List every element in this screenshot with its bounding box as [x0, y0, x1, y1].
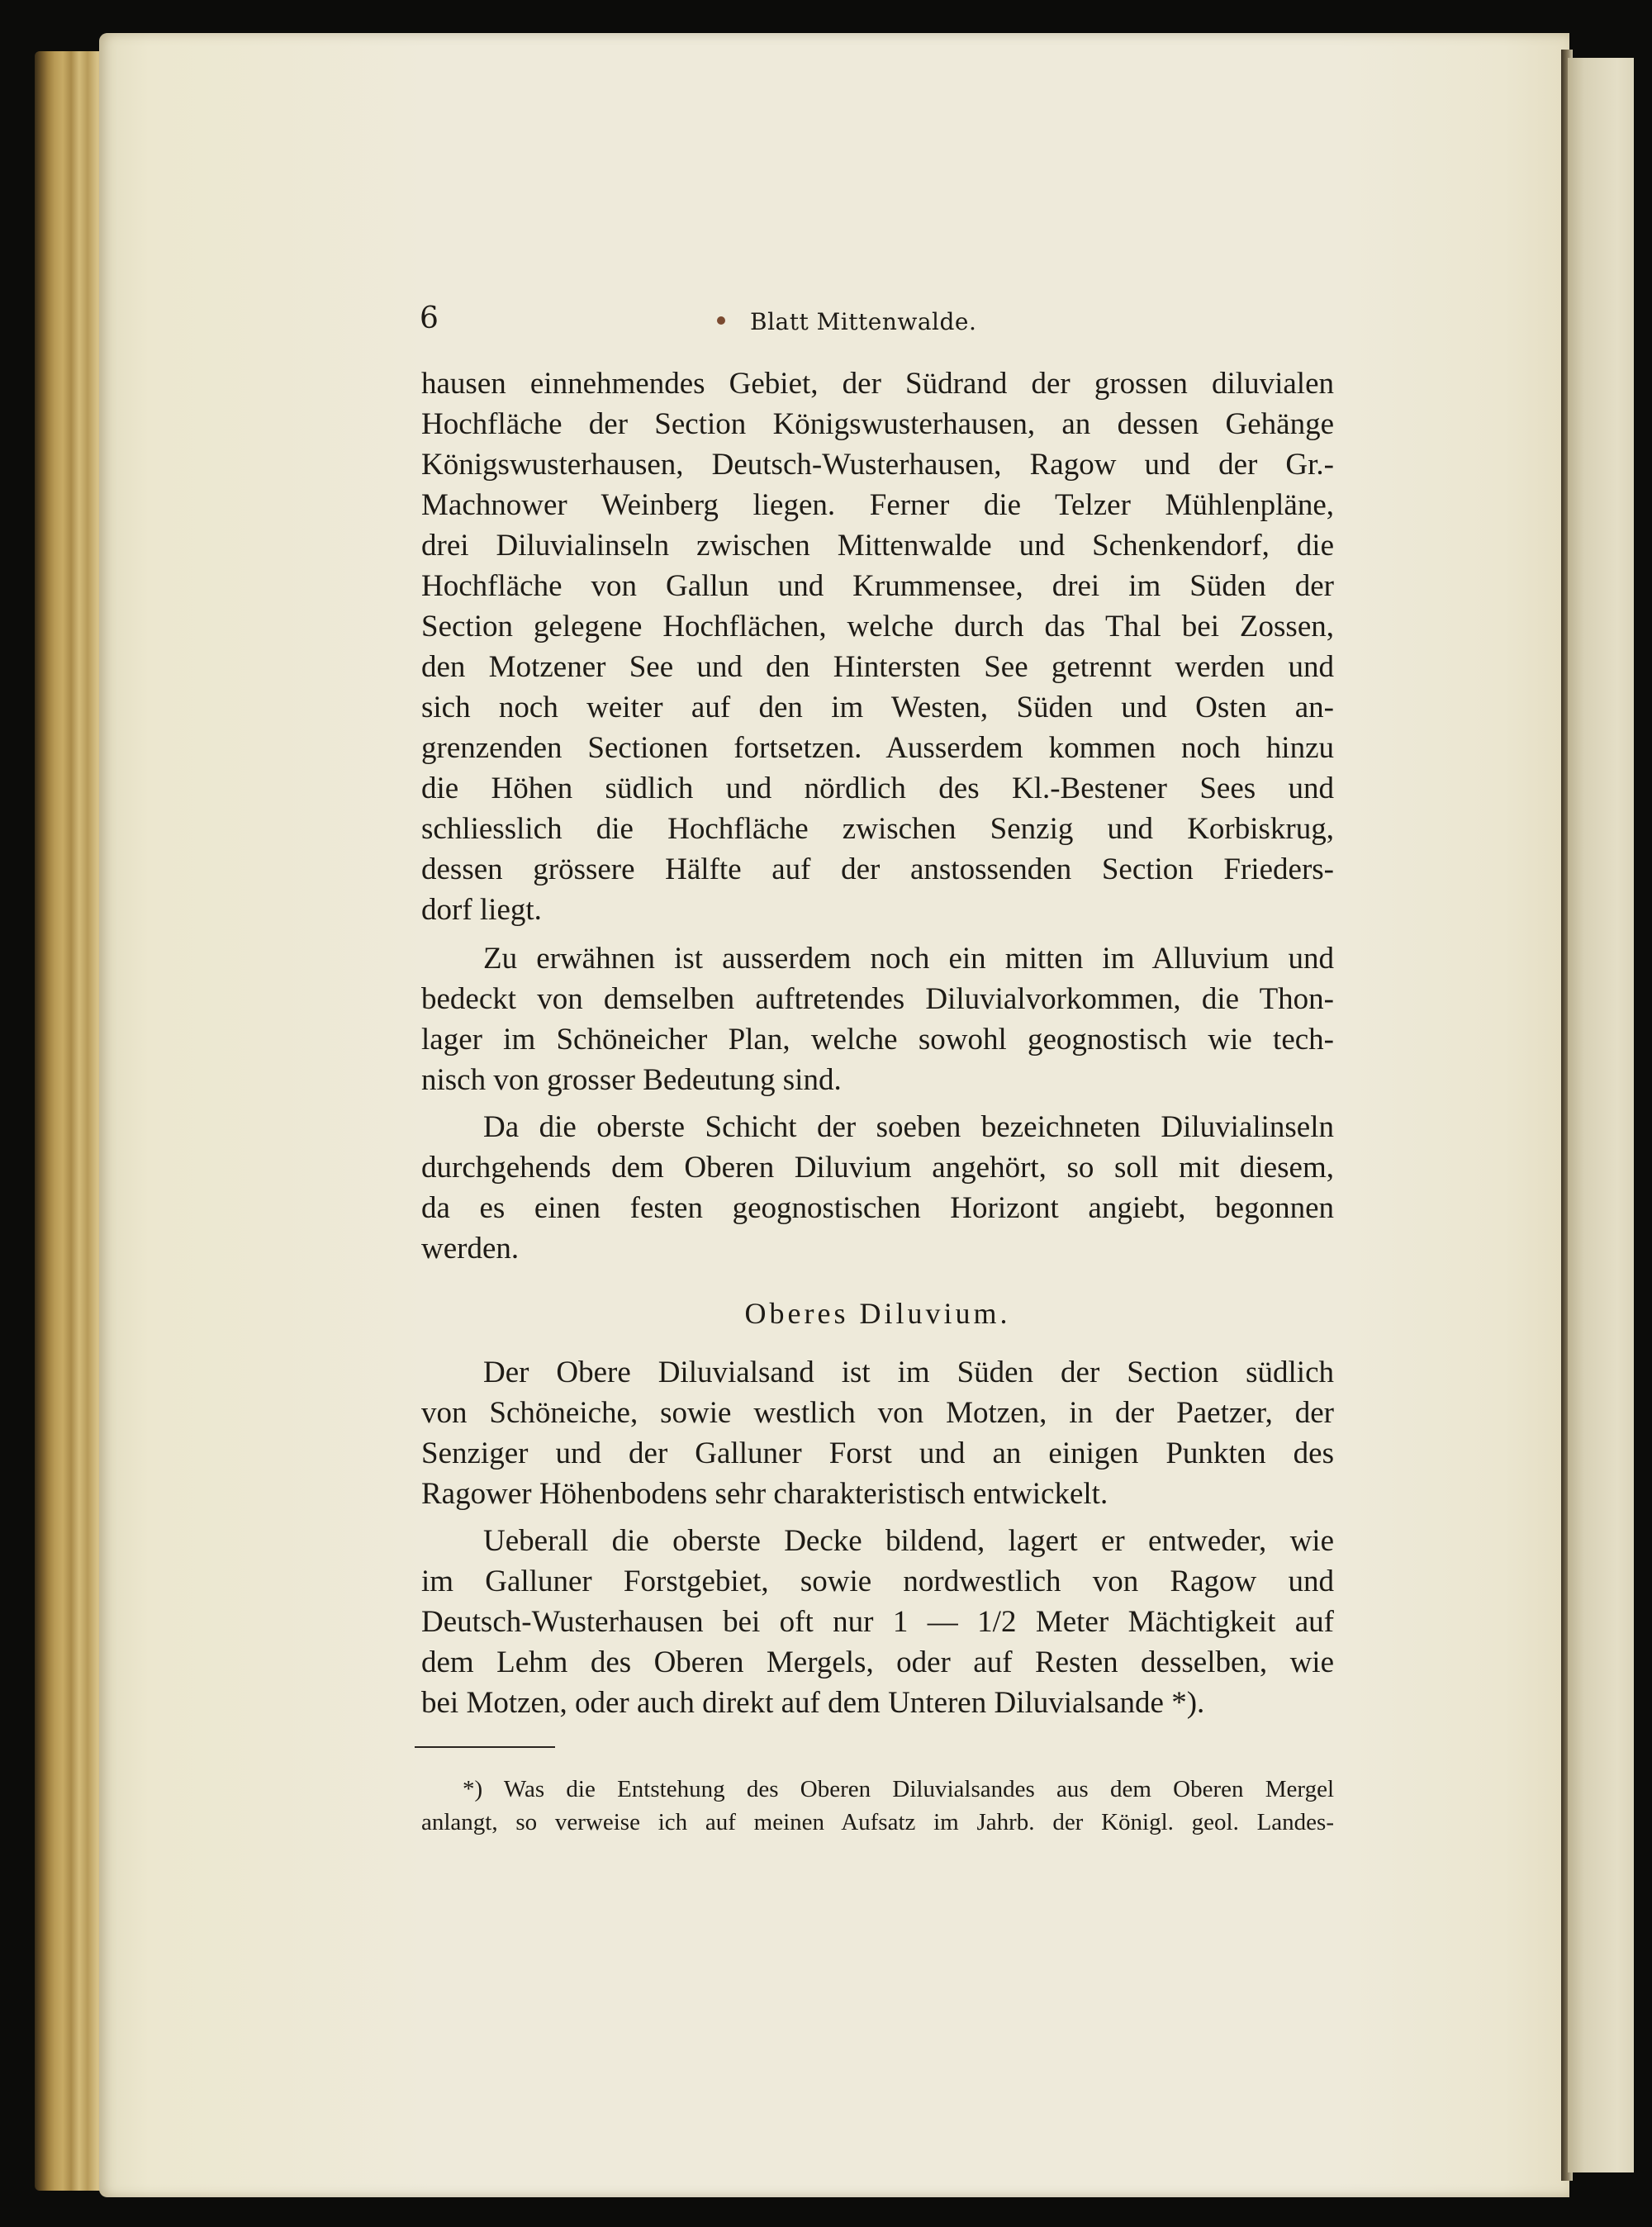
section-heading: Oberes Diluvium.	[744, 1297, 1011, 1330]
text-line: dem Lehm des Oberen Mergels, oder auf Resten desselben, wie	[421, 1645, 1334, 1679]
paragraph-3	[421, 1107, 1334, 1269]
text-line: Senziger und der Galluner Forst und an einigen Punkten des	[421, 1436, 1334, 1470]
ink-speck	[717, 316, 725, 325]
text-line: schliesslich die Hochfläche zwischen Senzig und Korbiskrug,	[421, 812, 1334, 846]
text-line: dorf liegt.	[421, 893, 542, 927]
text-line: drei Diluvialinseln zwischen Mittenwalde und Schenkendorf, die	[421, 529, 1334, 563]
paragraph-4	[421, 1352, 1334, 1514]
text-line: Hochfläche der Section Königswusterhausen, an dessen Gehänge	[421, 407, 1334, 441]
text-line: im Galluner Forstgebiet, sowie nordwestlich von Ragow und	[421, 1565, 1334, 1598]
footnote-rule	[415, 1746, 555, 1748]
text-line: Section gelegene Hochflächen, welche durch das Thal bei Zossen,	[421, 610, 1334, 643]
footnote	[421, 1773, 1334, 1839]
paragraph-2	[421, 938, 1334, 1100]
text-line: Zu erwähnen ist ausserdem noch ein mitten im Alluvium und	[483, 942, 1334, 976]
text-line: hausen einnehmendes Gebiet, der Südrand der grossen diluvialen	[421, 367, 1334, 401]
running-title: Blatt Mittenwalde.	[750, 308, 977, 335]
text-line: Deutsch-Wusterhausen bei oft nur 1 — 1/2 Meter Mächtigkeit auf	[421, 1605, 1334, 1639]
running-head	[420, 302, 1320, 343]
body-text	[421, 363, 1334, 1839]
text-line: von Schöneiche, sowie westlich von Motzen, in der Paetzer, der	[421, 1396, 1334, 1430]
text-line: Da die oberste Schicht der soeben bezeichneten Diluvialinseln	[483, 1110, 1334, 1144]
paragraph-5	[421, 1521, 1334, 1723]
footnote-line: *) Was die Entstehung des Oberen Diluvialsandes aus dem Oberen Mergel	[463, 1776, 1334, 1802]
text-line: Machnower Weinberg liegen. Ferner die Telzer Mühlenpläne,	[421, 488, 1334, 522]
text-line: werden.	[421, 1232, 520, 1265]
text-line: den Motzener See und den Hintersten See getrennt werden und	[421, 650, 1334, 684]
text-line: da es einen festen geognostischen Horizont angiebt, begonnen	[421, 1191, 1334, 1225]
text-line: bei Motzen, oder auch direkt auf dem Unteren Diluvialsande *).	[421, 1686, 1205, 1720]
text-line: die Höhen südlich und nördlich des Kl.-Bestener Sees und	[421, 772, 1334, 805]
text-line: lager im Schöneicher Plan, welche sowohl geognostisch wie tech-	[421, 1023, 1334, 1057]
footnote-line: anlangt, so verweise ich auf meinen Aufsatz im Jahrb. der Königl. geol. Landes-	[421, 1809, 1334, 1835]
text-line: grenzenden Sectionen fortsetzen. Ausserdem kommen noch hinzu	[421, 731, 1334, 765]
text-line: bedeckt von demselben auftretendes Diluvialvorkommen, die Thon-	[421, 982, 1334, 1016]
text-line: Ragower Höhenbodens sehr charakteristisch entwickelt.	[421, 1477, 1108, 1511]
text-line: Der Obere Diluvialsand ist im Süden der Section südlich	[483, 1356, 1334, 1389]
text-line: Ueberall die oberste Decke bildend, lagert er entweder, wie	[483, 1524, 1334, 1558]
paragraph-1	[421, 363, 1334, 930]
page-number: 6	[420, 302, 439, 335]
text-line: nisch von grosser Bedeutung sind.	[421, 1063, 842, 1097]
text-line: Hochfläche von Gallun und Krummensee, drei im Süden der	[421, 569, 1334, 603]
text-line: sich noch weiter auf den im Westen, Süden und Osten an-	[421, 691, 1334, 724]
text-line: dessen grössere Hälfte auf der anstossenden Section Frieders-	[421, 852, 1334, 886]
text-line: durchgehends dem Oberen Diluvium angehört, so soll mit diesem,	[421, 1151, 1334, 1185]
text-line: Königswusterhausen, Deutsch-Wusterhausen, Ragow und der Gr.-	[421, 448, 1334, 482]
